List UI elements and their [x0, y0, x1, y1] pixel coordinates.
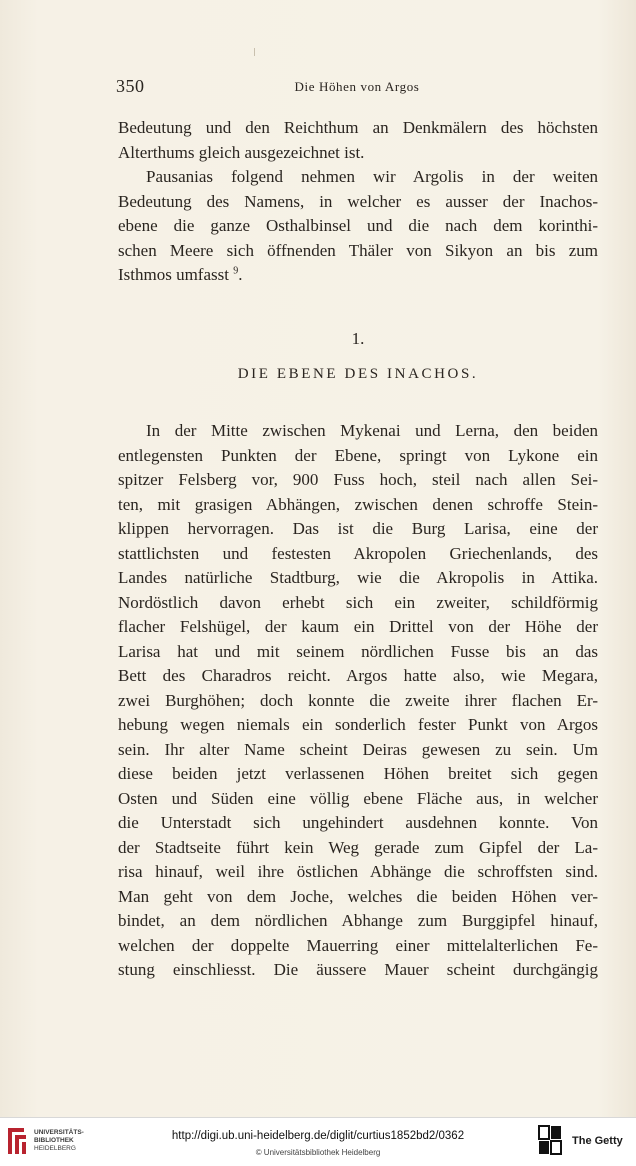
- text-fragment: .: [238, 265, 243, 284]
- text-line: stung einschliesst. Die äussere Mauer scheint durchgängig: [118, 960, 598, 979]
- text-line: Alterthums gleich ausgezeichnet ist.: [118, 142, 365, 162]
- library-name-line: BIBLIOTHEK: [34, 1137, 74, 1144]
- running-head: [116, 76, 598, 100]
- text-line: Landes natürliche Stadtburg, wie die Akropolis in Attika.: [118, 568, 598, 587]
- scan-mark: [254, 48, 255, 56]
- text-line-footnoted: [118, 263, 598, 288]
- text-line: bindet, an dem nördlichen Abhange zum Burggipfel hinauf,: [118, 911, 598, 930]
- permalink-url[interactable]: http://digi.ub.uni-heidelberg.de/diglit/curtius1852bd2/0362: [171, 1130, 465, 1142]
- text-line: risa hinauf, weil ihre östlichen Abhänge die schroffsten sind.: [118, 862, 598, 881]
- getty-name: The Getty: [572, 1135, 623, 1147]
- text-line: Bedeutung und den Reichthum an Denkmälern des höchsten: [118, 118, 598, 137]
- text-line: Larisa hat und mit seinem nördlichen Fusse bis an das: [118, 641, 598, 661]
- text-line: diese beiden jetzt verlassenen Höhen breitet sich gegen: [118, 764, 598, 783]
- text-line: Man geht von dem Joche, welches die beiden Höhen ver-: [118, 886, 598, 906]
- paragraph-pausanias: [118, 165, 598, 288]
- text-line: sein. Ihr alter Name scheint Deiras gewesen zu sein. Um: [118, 739, 598, 759]
- text-fragment: Isthmos umfasst: [118, 265, 229, 284]
- text-line: ebene die ganze Osthalbinsel und die nach dem korinthi-: [118, 216, 598, 235]
- getty-logo-icon[interactable]: [538, 1125, 562, 1155]
- digitization-footer: [0, 1117, 636, 1166]
- text-line: zwei Burghöhen; doch konnte die zweite ihrer flachen Er-: [118, 690, 598, 710]
- copyright-notice: © Universitätsbibliothek Heidelberg: [255, 1148, 381, 1157]
- text-line: flacher Felshügel, der kaum ein Drittel von der Höhe der: [118, 617, 598, 636]
- paragraph-larisa: [118, 419, 598, 983]
- body-text: [118, 419, 598, 983]
- intro-text: [118, 116, 598, 288]
- text-line: spitzer Felsberg vor, 900 Fuss hoch, steil nach allen Sei-: [118, 470, 598, 489]
- section-number: 1.: [351, 329, 365, 348]
- text-line: In der Mitte zwischen Mykenai und Lerna, den beiden: [146, 421, 598, 440]
- running-title: Die Höhen von Argos: [294, 79, 420, 94]
- text-line: stattlichsten und festesten Akropolen Griechenlands, des: [118, 543, 598, 563]
- section-title: DIE EBENE DES INACHOS.: [237, 366, 479, 382]
- text-line: die Unterstadt sich ungehindert ausdehnen konnte. Von: [118, 813, 598, 832]
- text-line: Bedeutung des Namens, in welcher es ausser der Inachos-: [118, 191, 598, 211]
- text-line: Nordöstlich davon erhebt sich ein zweiter, schildförmig: [118, 592, 598, 612]
- text-line: Bett des Charadros reicht. Argos hatte also, wie Megara,: [118, 666, 598, 685]
- text-line: hebung wegen niemals ein sonderlich fester Punkt von Argos: [118, 715, 598, 734]
- text-line: klippen hervorragen. Das ist die Burg Larisa, eine der: [118, 519, 598, 538]
- library-name-line: HEIDELBERG: [34, 1145, 76, 1152]
- text-line: der Stadtseite führt kein Weg gerade zum Gipfel der La-: [118, 837, 598, 857]
- text-line: welchen der doppelte Mauerring einer mittelalterlichen Fe-: [118, 935, 598, 955]
- library-name-line: UNIVERSITÄTS-: [34, 1129, 84, 1136]
- page-number: 350: [116, 76, 145, 96]
- footnote-marker[interactable]: 9: [233, 265, 239, 277]
- text-line: Osten und Süden eine völlig ebene Fläche aus, in welcher: [118, 788, 598, 808]
- text-line: ten, mit grasigen Abhängen, zwischen denen schroffe Stein-: [118, 494, 598, 514]
- paragraph-continued: [118, 116, 598, 165]
- text-line: schen Meere sich öffnenden Thäler von Sikyon an bis zum: [118, 240, 598, 260]
- text-line: Pausanias folgend nehmen wir Argolis in der weiten: [146, 167, 598, 186]
- text-line: entlegensten Punkten der Ebene, springt von Lykone ein: [118, 445, 598, 465]
